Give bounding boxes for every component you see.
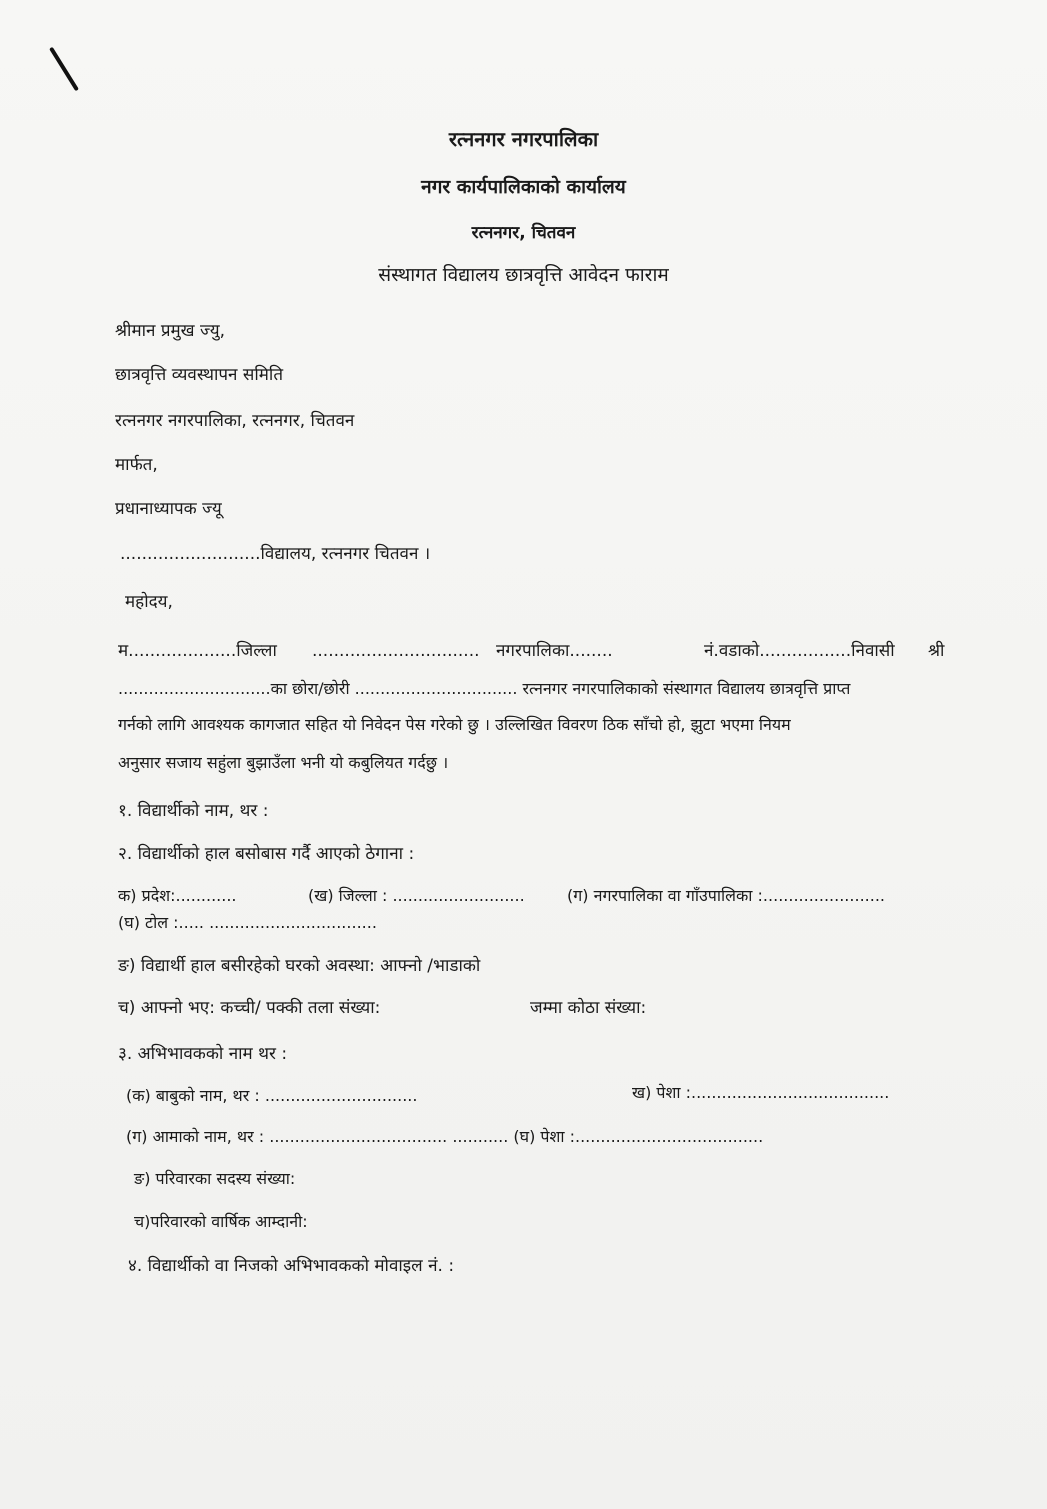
- pen-mark: [49, 47, 79, 92]
- field-student-name: १. विद्यार्थीको नाम, थर :: [118, 801, 269, 821]
- form-title: संस्थागत विद्यालय छात्रवृत्ति आवेदन फाराम: [378, 264, 669, 286]
- body-line-1a: म....................जिल्ला: [118, 641, 277, 661]
- field-guardian-heading: ३. अभिभावकको नाम थर :: [118, 1044, 288, 1064]
- address-line-2: छात्रवृत्ति व्यवस्थापन समिति: [115, 365, 284, 385]
- field-district: (ख) जिल्ला : ..........................: [308, 886, 525, 905]
- field-annual-income: च)परिवारको वार्षिक आम्दानी:: [134, 1212, 308, 1231]
- body-line-1c: नगरपालिका........: [496, 641, 613, 661]
- field-municipality: (ग) नगरपालिका वा गाँउपालिका :........................: [567, 886, 885, 905]
- body-line-3: गर्नको लागि आवश्यक कागजात सहित यो निवेदन पेस गरेको छु । उल्लिखित विवरण ठिक साँचो हो, झुटा भएमा नियम: [118, 715, 791, 734]
- field-mother-name: (ग) आमाको नाम, थर : ................................... ........... (घ) पेशा :.....................................: [126, 1127, 764, 1146]
- body-line-1d: नं.वडाको.................निवासी: [704, 641, 895, 661]
- address-line-3: रत्ननगर नगरपालिका, रत्ननगर, चितवन: [115, 411, 355, 431]
- address-line-5: प्रधानाध्यापक ज्यू: [115, 499, 222, 519]
- field-tole: (घ) टोल :..... .................................: [118, 913, 377, 932]
- field-mobile-number: ४. विद्यार्थीको वा निजको अभिभावकको मोवाइल नं. :: [128, 1256, 455, 1276]
- field-own-house: च) आफ्नो भए: कच्ची/ पक्की तला संख्या:: [118, 998, 381, 1018]
- municipality-title: रत्ननगर नगरपालिका: [448, 127, 599, 151]
- field-father-occupation: ख) पेशा :.......................................: [632, 1083, 890, 1102]
- body-line-1e: श्री: [928, 641, 945, 661]
- field-family-members: ङ) परिवारका सदस्य संख्या:: [134, 1169, 296, 1188]
- body-line-2: ..............................का छोरा/छोरी ................................ रत्ननगर नगरपालिकाको संस्थागत विद्यालय छात्रवृत्ति प्राप्त: [118, 679, 851, 698]
- salutation: महोदय,: [125, 592, 173, 612]
- office-title: नगर कार्यपालिकाको कार्यालय: [421, 176, 626, 198]
- field-province: क) प्रदेश:............: [118, 886, 237, 905]
- address-line-4: मार्फत,: [115, 455, 158, 475]
- body-line-4: अनुसार सजाय सहुंला बुझाउँला भनी यो कबुलियत गर्दछु ।: [118, 753, 449, 772]
- field-house-status: ङ) विद्यार्थी हाल बसीरहेको घरको अवस्था: आफ्नो /भाडाको: [118, 956, 481, 976]
- body-line-1b: ...............................: [312, 641, 480, 661]
- field-room-count: जम्मा कोठा संख्या:: [530, 998, 647, 1018]
- field-father-name: (क) बाबुको नाम, थर : ..............................: [126, 1086, 418, 1105]
- address-line-6: ..........................विद्यालय, रत्ननगर चितवन ।: [120, 544, 431, 564]
- location-title: रत्ननगर, चितवन: [471, 223, 576, 243]
- address-line-1: श्रीमान प्रमुख ज्यु,: [115, 321, 225, 341]
- field-address-heading: २. विद्यार्थीको हाल बसोबास गर्दै आएको ठेगाना :: [118, 844, 415, 864]
